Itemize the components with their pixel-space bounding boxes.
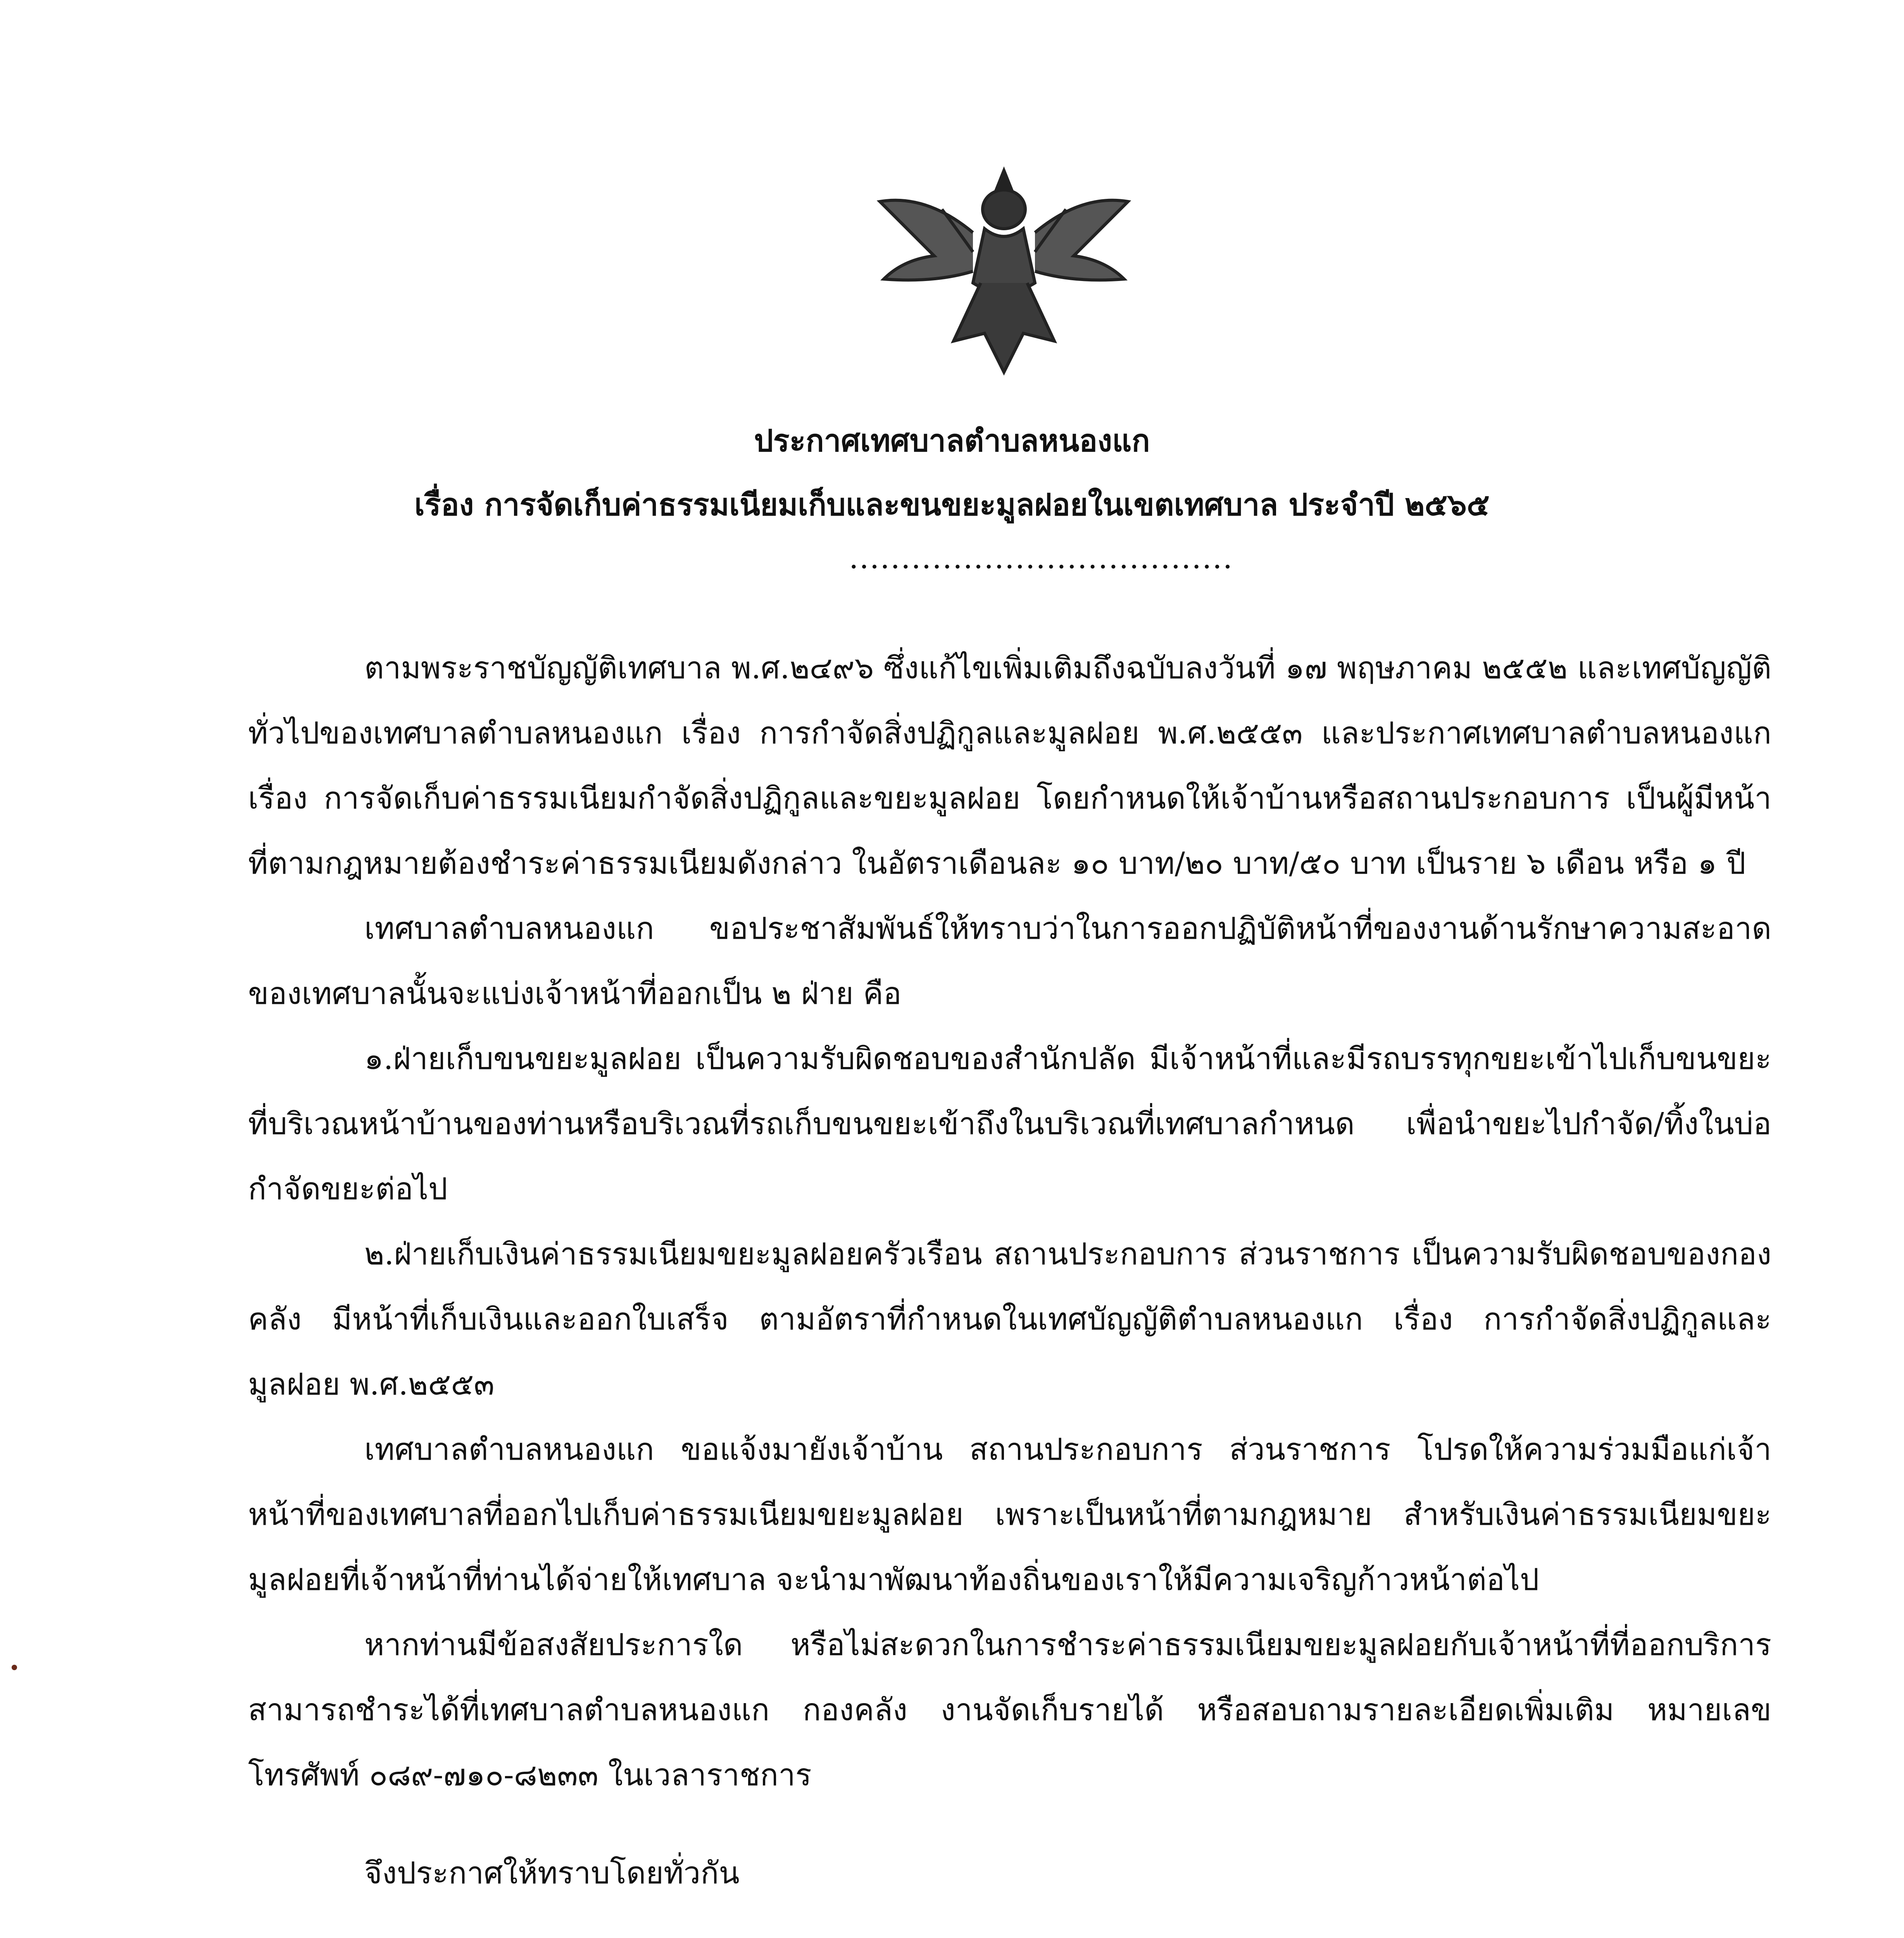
paragraph-request-cooperation: เทศบาลตำบลหนองแก ขอแจ้งมายังเจ้าบ้าน สถานประกอบการ ส่วนราชการ โปรดให้ความร่วมมือแก่เจ้าหน้าที่ของเทศบาลที่ออกไปเก็บค่าธรรมเนียมขยะมูลฝอย เพราะเป็นหน้าที่ตามกฎหมาย สำหรับเงินค่าธรรมเนียมขยะมูลฝอยที่เจ้าหน้าที่ท่านได้จ่ายให้เทศบาล จะนำมาพัฒนาท้องถิ่นของเราให้มีความเจริญก้าวหน้าต่อไป — [248, 1432, 1771, 1597]
closing-statement: จึงประกาศให้ทราบโดยทั่วกัน — [364, 1856, 740, 1891]
announcement-title: ประกาศเทศบาลตำบลหนองแก — [754, 423, 1150, 459]
paragraph-legal-basis: ตามพระราชบัญญัติเทศบาล พ.ศ.๒๔๙๖ ซึ่งแก้ไขเพิ่มเติมถึงฉบับลงวันที่ ๑๗ พฤษภาคม ๒๕๕๒ และเทศบัญญัติทั่วไปของเทศบาลตำบลหนองแก เรื่อง การกำจัดสิ่งปฏิกูลและมูลฝอย พ.ศ.๒๕๕๓ และประกาศเทศบาลตำบลหนองแก เรื่อง การจัดเก็บค่าธรรมเนียมกำจัดสิ่งปฏิกูลและขยะมูลฝอย โดยกำหนดให้เจ้าบ้านหรือสถานประกอบการ เป็นผู้มีหน้าที่ตามกฎหมายต้องชำระค่าธรรมเนียมดังกล่าว ในอัตราเดือนละ ๑๐ บาท/๒๐ บาท/๕๐ บาท เป็นราย ๖ เดือน หรือ ๑ ปี — [248, 651, 1771, 881]
announcement-body — [248, 636, 1771, 1808]
separator-dots: ..................................... — [849, 541, 1233, 576]
paragraph-contact: หากท่านมีข้อสงสัยประการใด หรือไม่สะดวกในการชำระค่าธรรมเนียมขยะมูลฝอยกับเจ้าหน้าที่ที่ออกบริการ สามารถชำระได้ที่เทศบาลตำบลหนองแก กองคลัง งานจัดเก็บรายได้ หรือสอบถามรายละเอียดเพิ่มเติม หมายเลขโทรศัพท์ ๐๘๙-๗๑๐-๘๒๓๓ ในเวลาราชการ — [248, 1628, 1771, 1793]
paragraph-fee-unit: ๒.ฝ่ายเก็บเงินค่าธรรมเนียมขยะมูลฝอยครัวเรือน สถานประกอบการ ส่วนราชการ เป็นความรับผิดชอบของกองคลัง มีหน้าที่เก็บเงินและออกใบเสร็จ ตามอัตราที่กำหนดในเทศบัญญัติตำบลหนองแก เรื่อง การกำจัดสิ่งปฏิกูลและมูลฝอย พ.ศ.๒๕๕๓ — [248, 1237, 1771, 1402]
announcement-subject: เรื่อง การจัดเก็บค่าธรรมเนียมเก็บและขนขยะมูลฝอยในเขตเทศบาล ประจำปี ๒๕๖๕ — [414, 487, 1490, 522]
paragraph-division: เทศบาลตำบลหนองแก ขอประชาสัมพันธ์ให้ทราบว่าในการออกปฏิบัติหน้าที่ของงานด้านรักษาความสะอาดของเทศบาลนั้นจะแบ่งเจ้าหน้าที่ออกเป็น ๒ ฝ่าย คือ — [248, 911, 1771, 1011]
ink-spot — [12, 1665, 17, 1670]
paragraph-collection-unit: ๑.ฝ่ายเก็บขนขยะมูลฝอย เป็นความรับผิดชอบของสำนักปลัด มีเจ้าหน้าที่และมีรถบรรทุกขยะเข้าไปเก็บขนขยะที่บริเวณหน้าบ้านของท่านหรือบริเวณที่รถเก็บขนขยะเข้าถึงในบริเวณที่เทศบาลกำหนด เพื่อนำขยะไปกำจัด/ทิ้งในบ่อกำจัดขยะต่อไป — [248, 1041, 1771, 1207]
garuda-emblem-icon — [857, 155, 1151, 388]
